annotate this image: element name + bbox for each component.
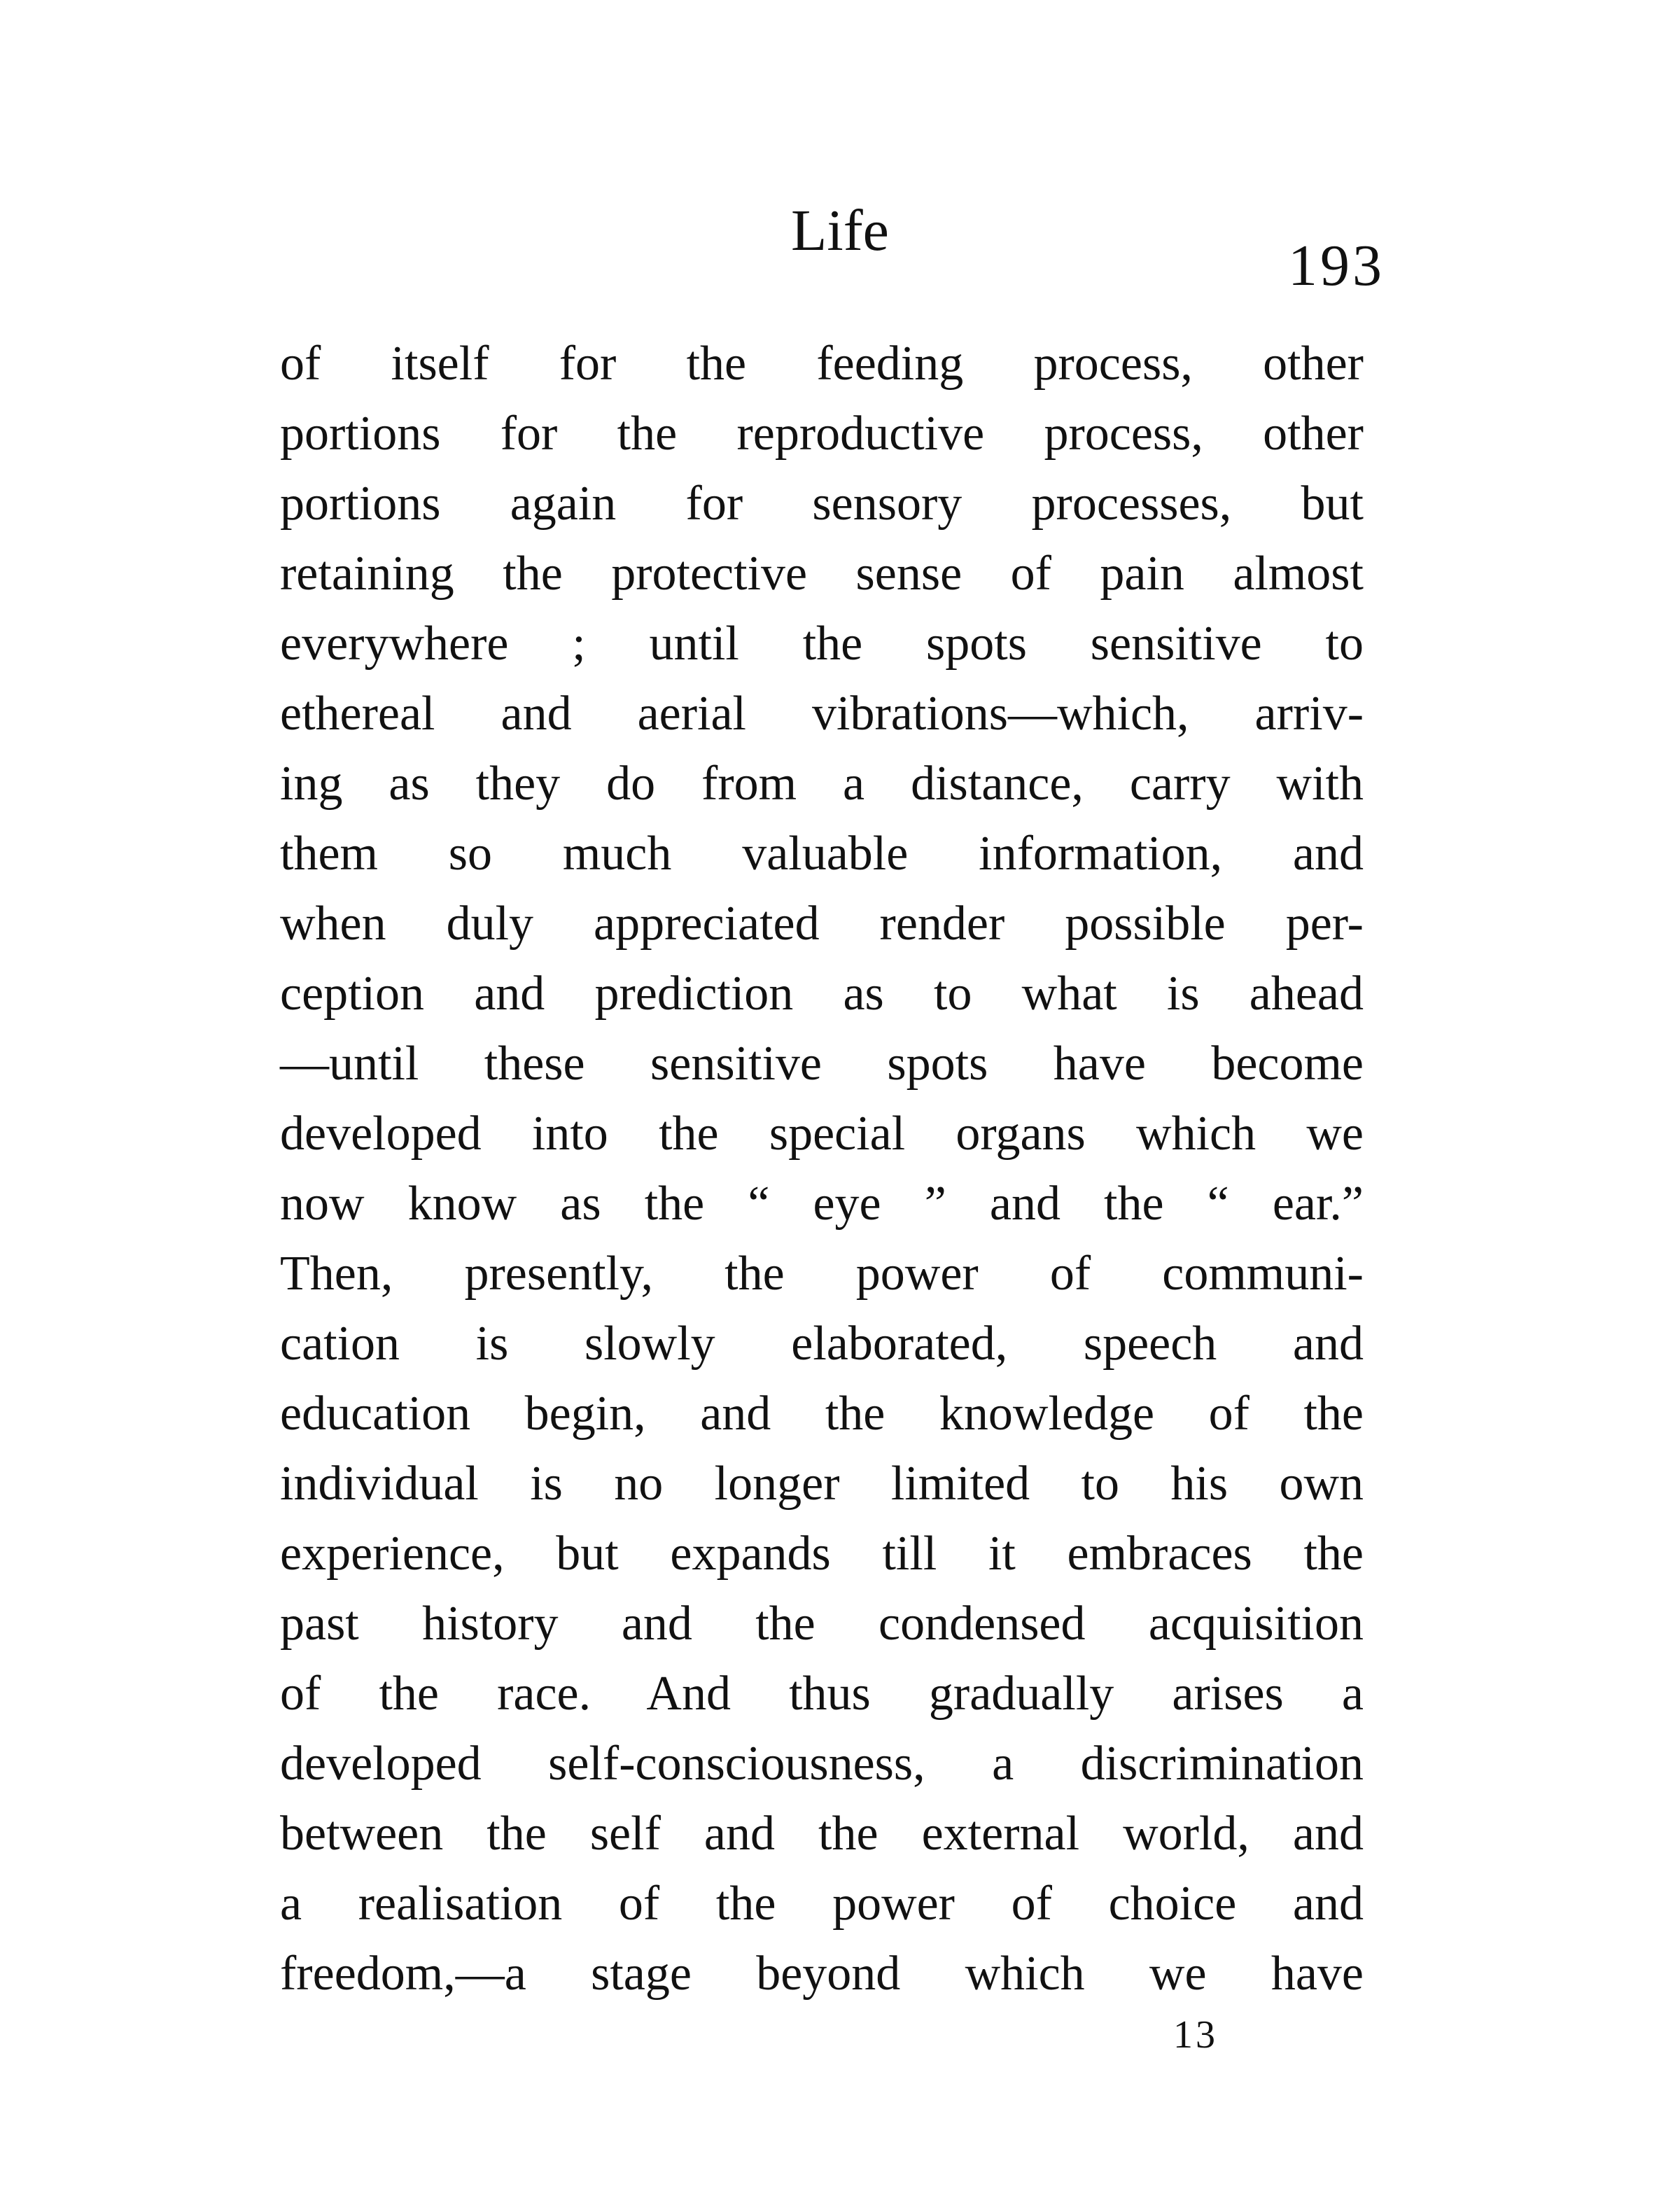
text-line: of the race. And thus gradually arises a — [280, 1667, 1364, 1721]
text-line: them so much valuable information, and — [280, 827, 1364, 881]
text-line: developed self-consciousness, a discrimination — [280, 1737, 1364, 1791]
signature-mark: 13 — [1173, 2013, 1218, 2057]
text-line: experience, but expands till it embraces the — [280, 1527, 1364, 1581]
text-line: Then, presently, the power of communi- — [280, 1247, 1364, 1301]
text-line: ethereal and aerial vibrations—which, arriv- — [280, 687, 1364, 741]
text-line: ception and prediction as to what is ahead — [280, 967, 1364, 1021]
body-paragraph — [280, 329, 1364, 2009]
text-line: now know as the “ eye ” and the “ ear.” — [280, 1177, 1364, 1231]
text-line: everywhere ; until the spots sensitive to — [280, 617, 1364, 671]
page-number: 193 — [1288, 233, 1385, 298]
text-line: freedom,—a stage beyond which we have — [280, 1947, 1364, 2001]
text-line: past history and the condensed acquisition — [280, 1597, 1364, 1651]
text-line: ing as they do from a distance, carry with — [280, 757, 1364, 811]
text-line: a realisation of the power of choice and — [280, 1877, 1364, 1931]
text-line: when duly appreciated render possible per- — [280, 897, 1364, 951]
text-line: between the self and the external world, and — [280, 1807, 1364, 1861]
text-line: developed into the special organs which we — [280, 1107, 1364, 1161]
running-title: Life — [791, 198, 889, 263]
text-line: portions again for sensory processes, but — [280, 477, 1364, 531]
text-line: education begin, and the knowledge of the — [280, 1387, 1364, 1441]
text-line: cation is slowly elaborated, speech and — [280, 1317, 1364, 1371]
text-line: retaining the protective sense of pain almost — [280, 547, 1364, 601]
text-line: of itself for the feeding process, other — [280, 337, 1364, 391]
text-line: —until these sensitive spots have become — [280, 1037, 1364, 1091]
text-line: individual is no longer limited to his own — [280, 1457, 1364, 1511]
text-line: portions for the reproductive process, other — [280, 407, 1364, 461]
